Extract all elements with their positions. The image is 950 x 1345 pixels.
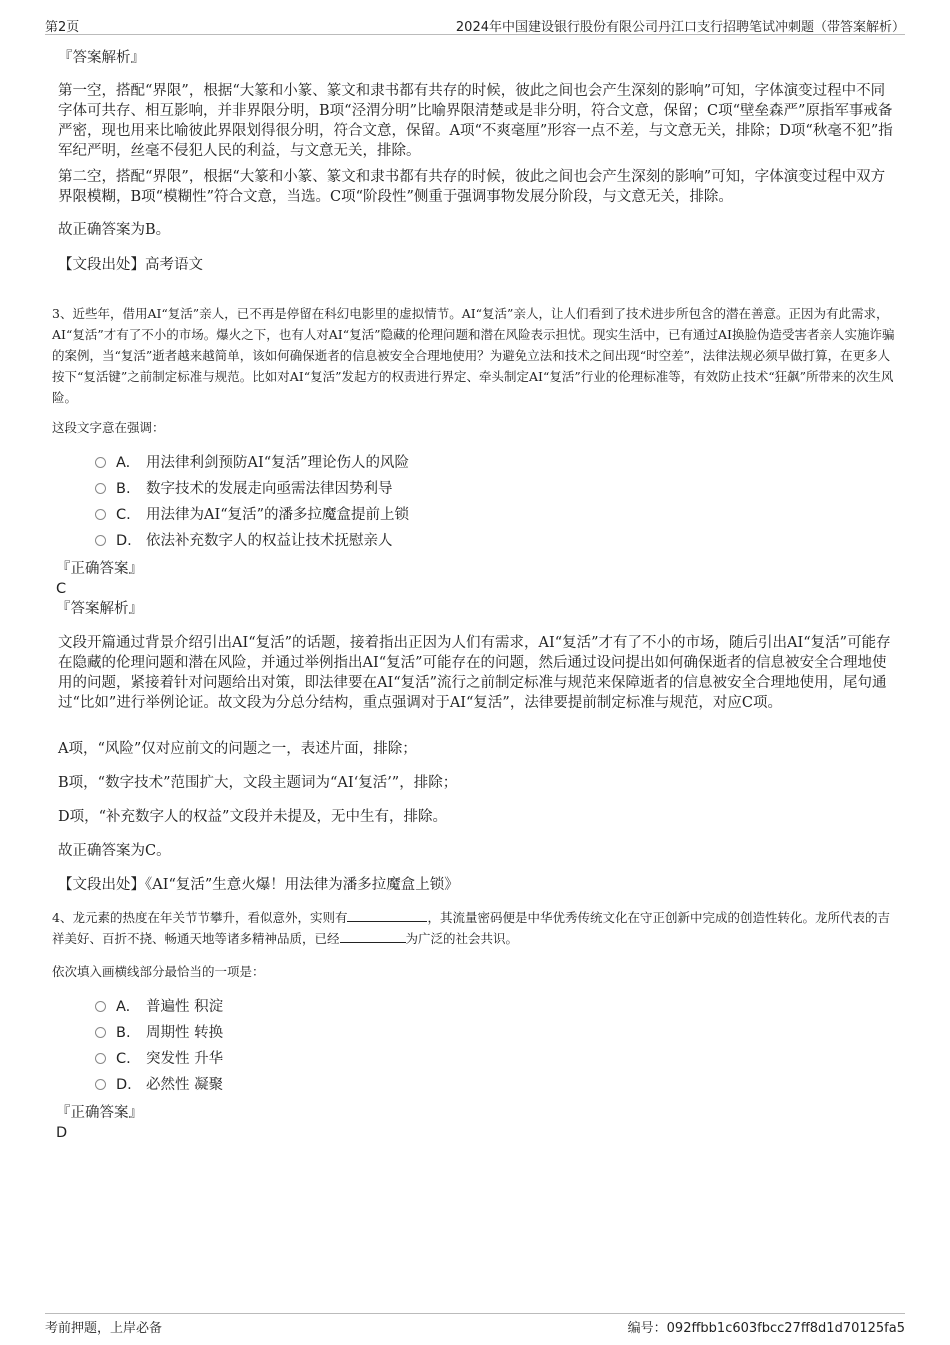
radio-button[interactable] <box>95 1027 106 1038</box>
q3-note-a: A项，“风险”仅对应前文的问题之一，表述片面，排除； <box>58 741 417 757</box>
q2-conclusion: 故正确答案为B。 <box>58 222 171 238</box>
q3-stem: 3、近些年，借用AI“复活”亲人，已不再是停留在科幻电影里的虚拟情节。AI“复活”亲人，让人们看到了技术进步所包含的潜在善意。正因为有此需求，AI“复活”才有了不小的市场。爆火之下，也有人对AI“复活”隐藏的伦理问题和潜在风险表示担忧。现实生活中，已有通过AI换脸伪造受害者亲人实施诈骗的案例，当“复活”逝者越来越简单，该如何确保逝者的信息被安全合理地使用？为避免立法和技术之间出现“时空差”，法律法规必须早做打算，在更多人按下“复活键”之前制定标准与规范。比如对AI“复活”发起方的权责进行界定、牵头制定AI“复活”行业的伦理标准等，有效防止技术“狂飙”所带来的次生风险。 <box>52 306 895 405</box>
page-number: 第2页 <box>45 20 80 35</box>
q3-analysis: 文段开篇通过背景介绍引出AI“复活”的话题，接着指出正因为人们有需求，AI“复活”才有了不小的市场，随后引出AI“复活”可能存在隐藏的伦理问题和潜在风险，并通过举例指出AI“复活”可能存在的问题，然后通过设问提出如何确保逝者的信息被安全合理地使用的问题，紧接着针对问题给出对策，即法律要在AI“复活”流行之前制定标准与规范来保障逝者的信息被安全合理地使用，尾句通过“比如”进行举例论证。故文段为分总分结构，重点强调对于AI“复活”，法律要提前制定标准与规范，对应C项。 <box>58 635 891 711</box>
q4-correct-label: 『正确答案』 <box>56 1105 143 1121</box>
q2-analysis-para-2: 第二空，搭配“界限”，根据“大篆和小篆、篆文和隶书都有共存的时候，彼此之间也会产生深刻的影响”可知，字体演变过程中双方界限模糊，B项“模糊性”符合文意，当选。C项“阶段性”侧重于强调事物发展分阶段，与文意无关，排除。 <box>58 169 886 205</box>
q2-source: 【文段出处】高考语文 <box>58 257 203 273</box>
q3-analysis-label: 『答案解析』 <box>56 601 143 617</box>
q3-options <box>95 450 595 554</box>
q4-option-b[interactable]: B. 周期性 转换 <box>95 1020 595 1046</box>
document-title: 2024年中国建设银行股份有限公司丹江口支行招聘笔试冲刺题（带答案解析） <box>455 20 905 35</box>
fill-blank-1[interactable] <box>347 907 427 922</box>
radio-button[interactable] <box>95 1079 106 1090</box>
page-footer <box>45 1313 905 1334</box>
q3-note-d: D项，“补充数字人的权益”文段并未提及，无中生有，排除。 <box>58 809 447 825</box>
q2-analysis-para-1: 第一空，搭配“界限”，根据“大篆和小篆、篆文和隶书都有共存的时候，彼此之间也会产生深刻的影响”可知，字体演变过程中不同字体可共存、相互影响，并非界限分明，B项“泾渭分明”比喻界限清楚或是非分明，符合文意，保留；C项“壁垒森严”原指军事戒备严密，现也用来比喻彼此界限划得很分明，符合文意，保留。A项“不爽毫厘”形容一点不差，与文意无关，排除；D项“秋毫不犯”指军纪严明，丝毫不侵犯人民的利益，与文意无关，排除。 <box>58 83 893 159</box>
page-header <box>45 16 905 35</box>
q3-conclusion: 故正确答案为C。 <box>58 843 171 859</box>
q4-question: 依次填入画横线部分最恰当的一项是： <box>52 964 265 979</box>
q3-correct-label: 『正确答案』 <box>56 561 143 577</box>
q3-option-c[interactable]: C. 用法律为AI“复活”的潘多拉魔盒提前上锁 <box>95 502 595 528</box>
radio-button[interactable] <box>95 1053 106 1064</box>
q3-option-b[interactable]: B. 数字技术的发展走向亟需法律因势利导 <box>95 476 595 502</box>
radio-button[interactable] <box>95 483 106 494</box>
q3-question: 这段文字意在强调： <box>52 420 165 435</box>
fill-blank-2[interactable] <box>340 928 406 943</box>
radio-button[interactable] <box>95 509 106 520</box>
q3-option-d[interactable]: D. 依法补充数字人的权益让技术抚慰亲人 <box>95 528 595 554</box>
q4-correct-answer: D <box>56 1125 68 1141</box>
q3-correct-answer: C <box>56 581 67 597</box>
q3-note-b: B项，“数字技术”范围扩大，文段主题词为“AI‘复活’”，排除； <box>58 775 458 791</box>
q4-option-c[interactable]: C. 突发性 升华 <box>95 1046 595 1072</box>
q4-stem: 4、龙元素的热度在年关节节攀升，看似意外，实则有 ，其流量密码便是中华优秀传统文化在守正创新中完成的创造性转化。龙所代表的吉祥美好、百折不挠、畅通天地等诸多精神品质，已经 为广泛的社会共识。 <box>52 907 897 949</box>
footer-slogan: 考前押题，上岸必备 <box>45 1321 163 1336</box>
q3-option-a[interactable]: A. 用法律利剑预防AI“复活”理论伤人的风险 <box>95 450 595 476</box>
q4-option-d[interactable]: D. 必然性 凝聚 <box>95 1072 595 1098</box>
radio-button[interactable] <box>95 535 106 546</box>
document-id: 编号：092ffbb1c603fbcc27ff8d1d70125fa5 <box>627 1321 905 1336</box>
q4-options <box>95 994 595 1098</box>
q3-source: 【文段出处】《AI“复活”生意火爆！用法律为潘多拉魔盒上锁》 <box>58 877 459 893</box>
radio-button[interactable] <box>95 1001 106 1012</box>
q4-option-a[interactable]: A. 普遍性 积淀 <box>95 994 595 1020</box>
radio-button[interactable] <box>95 457 106 468</box>
q2-analysis-label: 『答案解析』 <box>58 50 145 66</box>
